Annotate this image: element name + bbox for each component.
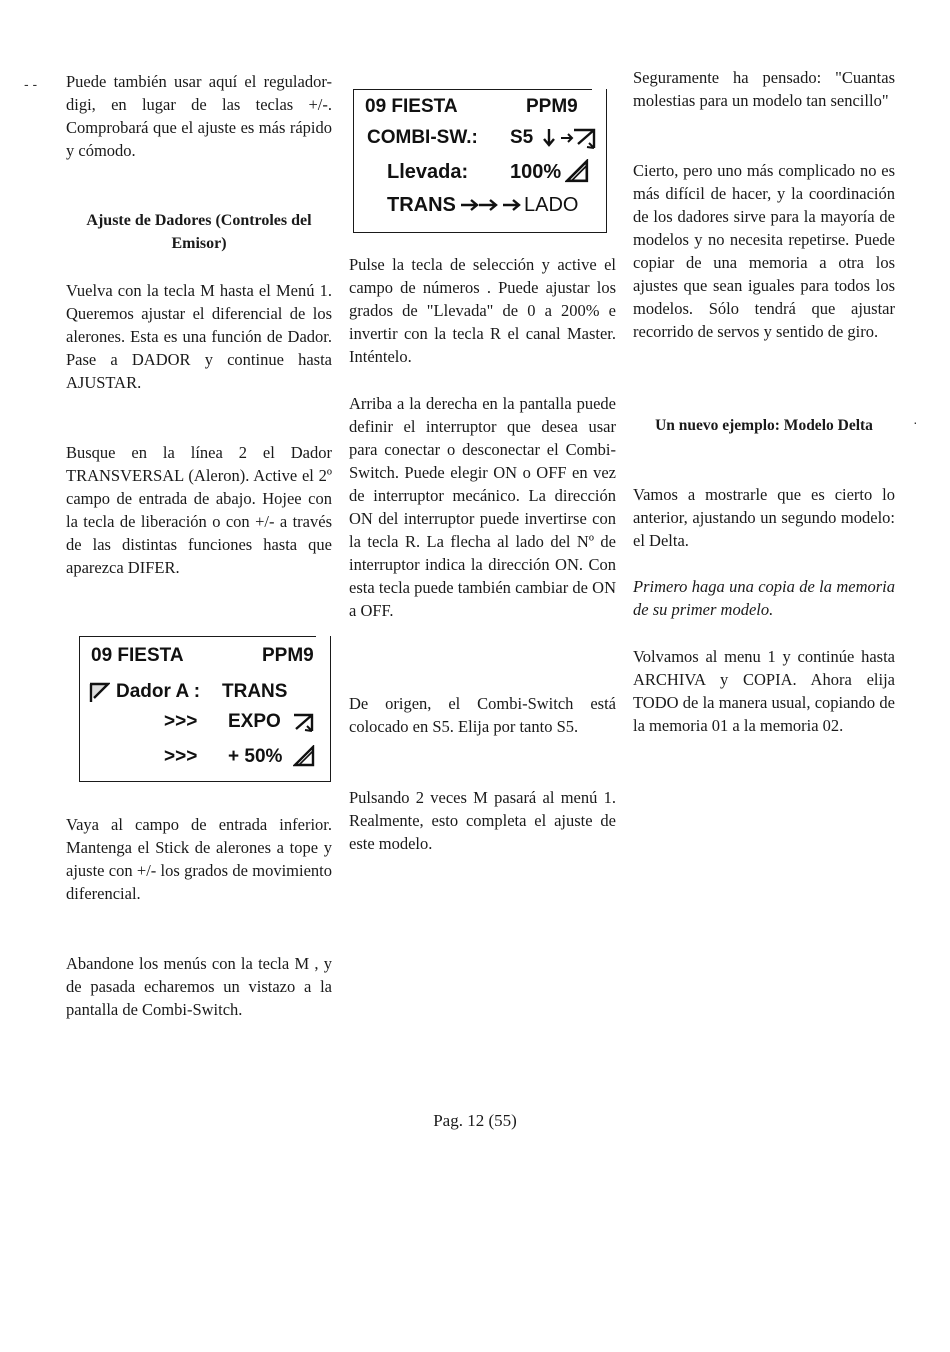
lcd-function: EXPO <box>228 711 281 732</box>
cursor-flag-icon <box>88 681 110 703</box>
lcd-screen-combi-switch <box>353 89 607 233</box>
lcd-arrow-prefix: >>> <box>164 711 198 732</box>
right-paragraph-4-italic: Primero haga una copia de la memoria de su primer modelo. <box>633 577 895 619</box>
lcd-dador-value: TRANS <box>222 681 288 702</box>
double-arrow-icon <box>459 194 499 216</box>
middle-paragraph-4: Pulsando 2 veces M pasará al menú 1. Realmente, esto completa el ajuste de este modelo. <box>349 788 616 853</box>
lcd-carry-value: 100% <box>510 161 562 183</box>
ramp-triangle-icon <box>293 745 315 767</box>
lcd-dador-label: Dador A : <box>116 681 201 702</box>
section-heading-delta: Un nuevo ejemplo: Modelo Delta <box>655 417 873 434</box>
left-paragraph-3: Busque en la línea 2 el Dador TRANSVERSAL (Aleron). Active el 2º campo de entrada de abajo. Hojee con la tecla de liberación o con +/- a través de las distintas funciones hasta que aparezca DIFER. <box>66 443 332 577</box>
lcd-model-name: 09 FIESTA <box>91 645 184 666</box>
middle-paragraph-2: Arriba a la derecha en la pantalla puede definir el interruptor que desea usar para conectar o desconectar el Combi-Switch. Puede elegir ON o OFF en vez de interruptor mecánico. La dirección ON del interruptor puede invertirse con la tecla R. La flecha al lado del Nº de interruptor indica la dirección ON. Con esta tecla puede también cambiar de ON a OFF. <box>349 394 616 620</box>
ramp-triangle-icon <box>565 159 589 183</box>
lcd-switch-value: S5 <box>510 127 534 148</box>
reverse-arrow-icon <box>560 126 596 150</box>
lcd-mode: PPM9 <box>526 96 578 117</box>
left-paragraph-4: Vaya al campo de entrada inferior. Mantenga el Stick de alerones a tope y ajuste con +/- los grados de movimiento diferencial. <box>66 815 332 903</box>
switch-direction-icon <box>538 126 560 148</box>
page-number: Pag. 12 (55) <box>433 1111 517 1130</box>
lcd-model-name: 09 FIESTA <box>365 96 458 117</box>
right-paragraph-5: Volvamos al menu 1 y continúe hasta ARCHIVA y COPIA. Ahora elija TODO de la manera usual, copiando de la memoria 01 a la memoria 02. <box>633 647 895 735</box>
lcd-combi-label: COMBI-SW.: <box>367 127 478 148</box>
lcd-to-channel: LADO <box>524 194 579 216</box>
lcd-arrow-prefix-2: >>> <box>164 746 198 767</box>
right-arrow-icon <box>501 194 521 216</box>
middle-paragraph-1: Pulse la tecla de selección y active el campo de números . Puede ajustar los grados de "Llevada" de 0 a 200% e invertir con la tecla R el canal Master. Inténtelo. <box>349 255 616 366</box>
lcd-carry-label: Llevada: <box>387 161 469 183</box>
margin-dash-mark: - - <box>24 76 38 92</box>
left-paragraph-1: Puede también usar aquí el regulador-digi, en lugar de las teclas +/-. Comprobará que el ajuste es más rápido y cómodo. <box>66 72 332 160</box>
left-paragraph-5: Abandone los menús con la tecla M , y de pasada echaremos un vistazo a la pantalla de Combi-Switch. <box>66 954 332 1019</box>
lcd-from-channel: TRANS <box>387 194 456 216</box>
section-heading-dadores: Ajuste de Dadores (Controles del Emisor) <box>86 212 312 252</box>
lcd-screen-dador <box>79 636 331 782</box>
right-paragraph-3: Vamos a mostrarle que es cierto lo anterior, ajustando un segundo modelo: el Delta. <box>633 485 895 550</box>
right-paragraph-2: Cierto, pero uno más complicado no es más difícil de hacer, y la coordinación de los dadores sirve para la mayoría de modelos y no necesita repetirse. Puede copiar de una memoria a otra los ajustes que sean iguales para todos los modelos. Sólo tendrá que ajustar recorrido de servos y sentido de giro. <box>633 161 895 341</box>
margin-dot-mark: · <box>913 414 918 430</box>
left-paragraph-2: Vuelva con la tecla M hasta el Menú 1. Queremos ajustar el diferencial de los alerones. Esta es una función de Dador. Pase a DADOR y continue hasta AJUSTAR. <box>66 281 332 392</box>
lcd-amount: + 50% <box>228 746 283 767</box>
right-paragraph-1: Seguramente ha pensado: "Cuantas molestias para un modelo tan sencillo" <box>633 68 895 110</box>
middle-paragraph-3: De origen, el Combi-Switch está colocado en S5. Elija por tanto S5. <box>349 694 616 736</box>
lcd-mode: PPM9 <box>262 645 314 666</box>
reverse-arrow-icon <box>292 711 314 733</box>
